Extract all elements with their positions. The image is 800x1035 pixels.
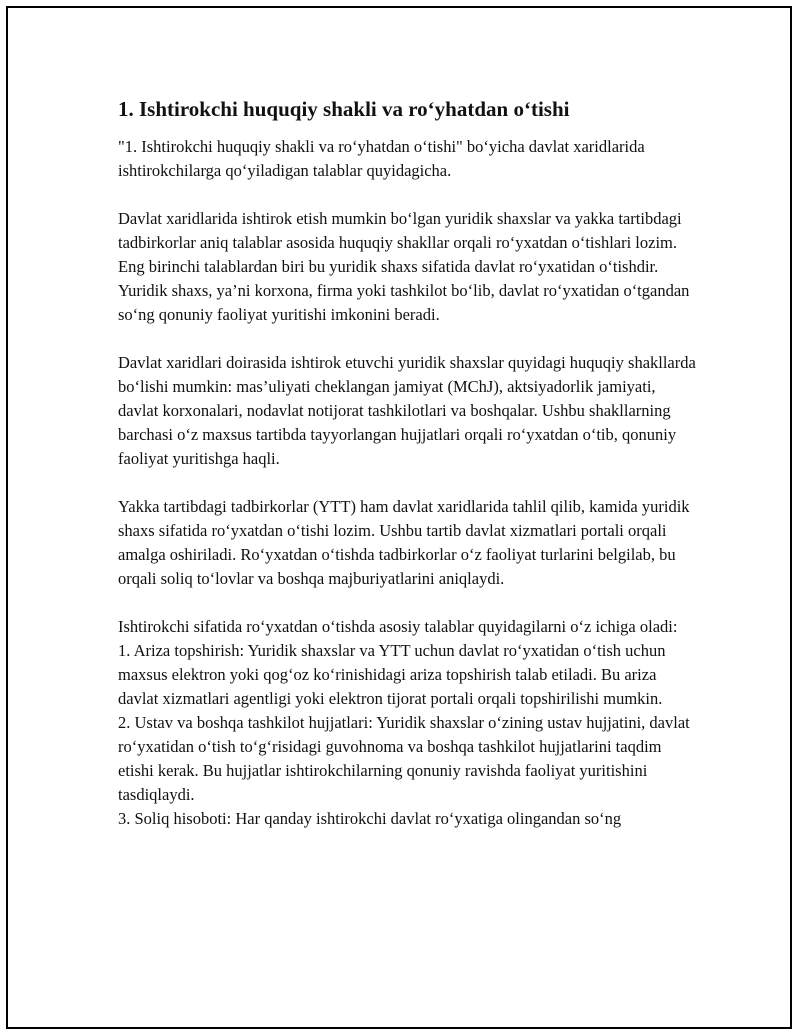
- document-page: [6, 6, 792, 1029]
- list-item: 3. Soliq hisoboti: Har qanday ishtirokchi davlat ro‘yxatiga olingandan so‘ng: [118, 809, 622, 828]
- paragraph-legal-forms: Davlat xaridlari doirasida ishtirok etuvchi yuridik shaxslar quyidagi huquqiy shakllarda bo‘lishi mumkin: mas’uliyati cheklangan jamiyat (MChJ), aktsiyadorlik jamiyati, davlat korxonalari, nodavlat notijorat tashkilotlari va boshqalar. Ushbu shakllarning barchasi o‘z maxsus tartibda tayyorlangan hujjatlari orqali ro‘yxatdan o‘tib, qonuniy faoliyat yuritishga haqli.: [118, 353, 696, 468]
- paragraph-intro: "1. Ishtirokchi huquqiy shakli va ro‘yhatdan o‘tishi" bo‘yicha davlat xaridlarida ishtirokchilarga qo‘yiladigan talablar quyidagicha.: [118, 137, 645, 180]
- paragraph-legal-entities: Davlat xaridlarida ishtirok etish mumkin bo‘lgan yuridik shaxslar va yakka tartibdagi tadbirkorlar aniq talablar asosida huquqiy shakllar orqali ro‘yxatdan o‘tishlari lozim. Eng birinchi talablardan biri bu yuridik shaxs sifatida davlat ro‘yxatidan o‘tishdir. Yuridik shaxs, ya’ni korxona, firma yoki tashkilot bo‘lib, davlat ro‘yxatidan o‘tgandan so‘ng qonuniy faoliyat yuritishi imkonini beradi.: [118, 209, 690, 324]
- paragraph-individual-entrepreneurs: Yakka tartibdagi tadbirkorlar (YTT) ham davlat xaridlarida tahlil qilib, kamida yuridik shaxs sifatida ro‘yxatdan o‘tishi lozim. Ushbu tartib davlat xizmatlari portali orqali amalga oshiriladi. Ro‘yxatdan o‘tishda tadbirkorlar o‘z faoliyat turlarini belgilab, bu orqali soliq to‘lovlar va boshqa majburiyatlarini aniqlaydi.: [118, 497, 690, 588]
- document-body: [118, 96, 698, 831]
- paragraph-requirements-intro: Ishtirokchi sifatida ro‘yxatdan o‘tishda asosiy talablar quyidagilarni o‘z ichiga oladi:: [118, 617, 678, 636]
- list-item: 1. Ariza topshirish: Yuridik shaxslar va YTT uchun davlat ro‘yxatidan o‘tish uchun maxsus elektron yoki qog‘oz ko‘rinishidagi ariza topshirish talab etiladi. Bu ariza davlat xizmatlari agentligi yoki elektron tijorat portali orqali topshirilishi mumkin.: [118, 641, 666, 708]
- document-title: 1. Ishtirokchi huquqiy shakli va ro‘yhatdan o‘tishi: [118, 97, 570, 121]
- list-item: 2. Ustav va boshqa tashkilot hujjatlari: Yuridik shaxslar o‘zining ustav hujjatini, davlat ro‘yxatidan o‘tish to‘g‘risidagi guvohnoma va boshqa tashkilot hujjatlarini taqdim etishi kerak. Bu hujjatlar ishtirokchilarning qonuniy ravishda faoliyat yuritishini tasdiqlaydi.: [118, 713, 690, 804]
